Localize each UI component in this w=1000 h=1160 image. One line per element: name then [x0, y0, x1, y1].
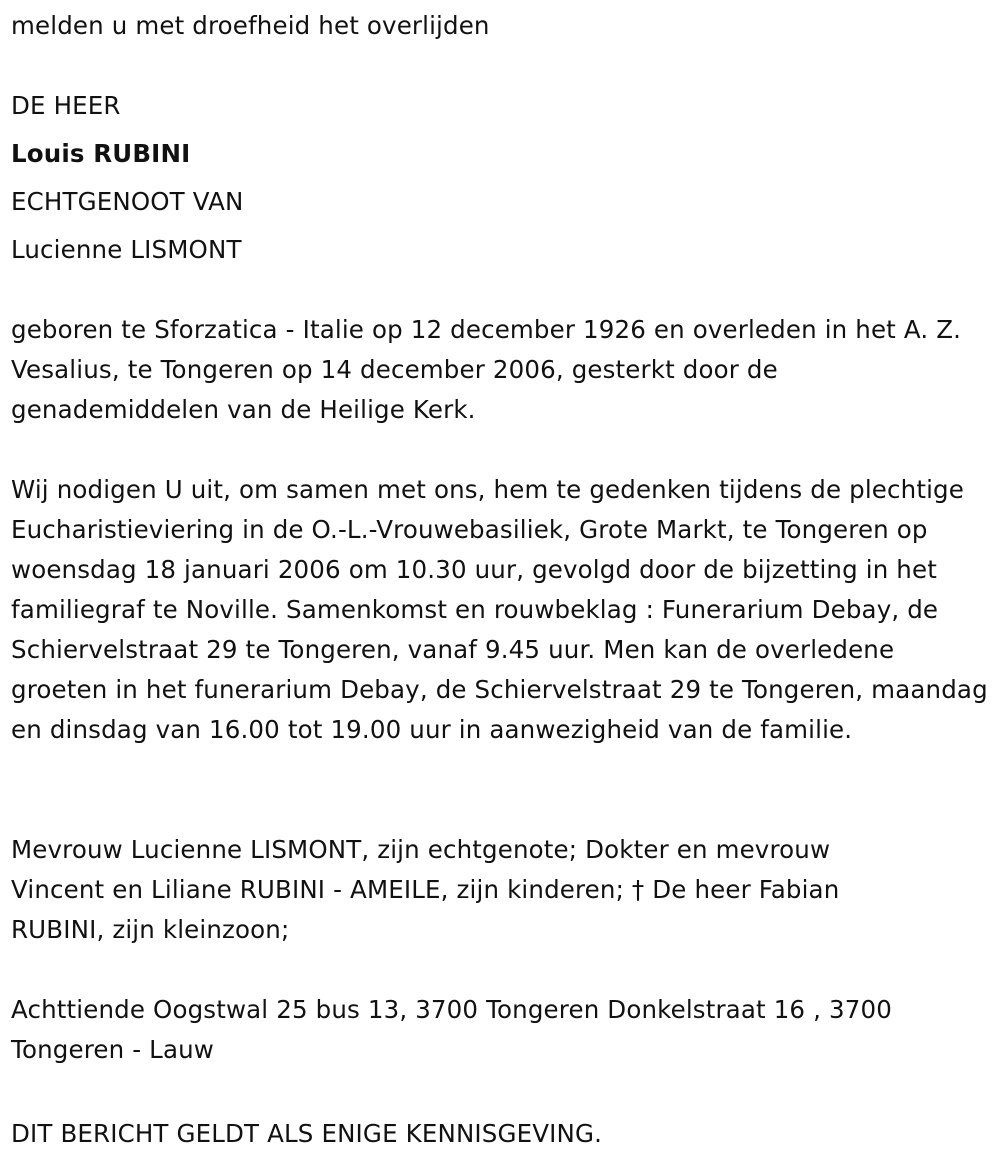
- spouse-name: Lucienne LISMONT: [11, 235, 242, 264]
- deceased-name: Louis RUBINI: [11, 139, 191, 168]
- cross-icon: †: [631, 875, 645, 904]
- invitation-paragraph: Wij nodigen U uit, om samen met ons, hem te gedenken tijdens de plechtige Eucharistieviering in de O.-L.-Vrouwebasiliek, Grote Markt, te Tongeren op woensdag 18 januari 2006 om 10.30 uur, gevolgd door de bijzetting in het familiegraf te Noville. Samenkomst en rouwbeklag : Funerarium Debay, de Schiervelstraat 29 te Tongeren, vanaf 9.45 uur. Men kan de overledene groeten in het funerarium Debay, de Schiervelstraat 29 te Tongeren, maandag en dinsdag van 16.00 tot 19.00 uur in aanwezigheid van de familie.: [11, 475, 988, 744]
- birth-death-paragraph: geboren te Sforzatica - Italie op 12 december 1926 en overleden in het A. Z. Vesalius, te Tongeren op 14 december 2006, gesterkt door de genademiddelen van de Heilige Kerk.: [11, 315, 962, 424]
- spouse-label: ECHTGENOOT VAN: [11, 187, 244, 216]
- grandson-text: De heer Fabian RUBINI, zijn kleinzoon;: [11, 875, 840, 944]
- title-text: DE HEER: [11, 91, 121, 120]
- family-members-text: Mevrouw Lucienne LISMONT, zijn echtgenote; Dokter en mevrouw Vincent en Liliane RUBINI - AMEILE, zijn kinderen;: [11, 835, 831, 904]
- family-paragraph: [11, 830, 911, 950]
- notice-text: DIT BERICHT GELDT ALS ENIGE KENNISGEVING.: [11, 1119, 603, 1148]
- address-paragraph: Achttiende Oogstwal 25 bus 13, 3700 Tongeren Donkelstraat 16 , 3700 Tongeren - Lauw: [11, 995, 892, 1064]
- intro-text: melden u met droefheid het overlijden: [11, 11, 490, 40]
